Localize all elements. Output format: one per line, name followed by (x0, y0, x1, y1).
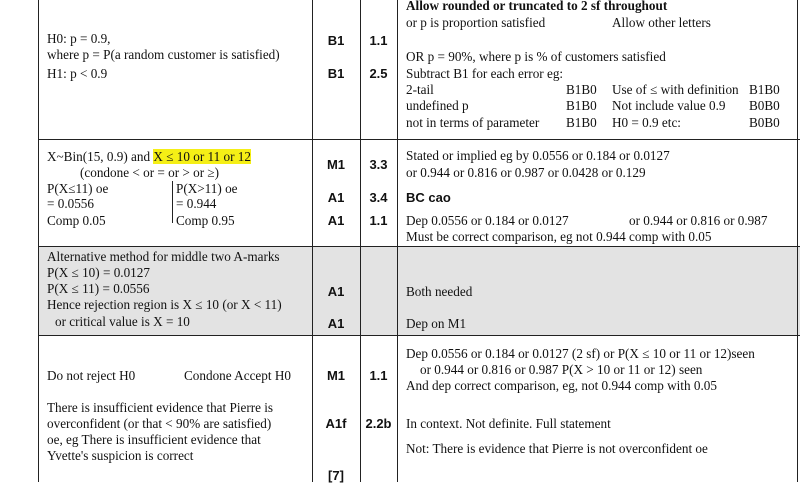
critical-value: or critical value is X = 10 (55, 314, 190, 329)
h0-definition: where p = P(a random customer is satisfied) (47, 47, 280, 62)
distribution-statement (47, 149, 251, 165)
ao-code: 2.2b (365, 416, 392, 431)
guidance-bc-cao: BC cao (406, 190, 451, 205)
ao-code: 1.1 (369, 213, 388, 228)
total-marks: [7] (328, 468, 344, 483)
mark-m1: M1 (326, 368, 346, 383)
guidance-text: Subtract B1 for each error eg: (406, 66, 564, 81)
distribution-prefix: X~Bin(15, 0.9) and (47, 149, 154, 164)
context-line: oe, eg There is insufficient evidence that (47, 432, 261, 447)
alternative-p11: P(X ≤ 11) = 0.0556 (47, 281, 150, 296)
alternative-p10: P(X ≤ 10) = 0.0127 (47, 265, 150, 280)
column-divider (397, 0, 398, 482)
error-right: Not include value 0.9 (612, 98, 726, 113)
context-line: overconfident (or that < 90% are satisfied) (47, 416, 272, 431)
error-right-mark: B1B0 (749, 82, 780, 97)
guidance-text: Stated or implied eg by 0.0556 or 0.184 or 0.0127 (406, 148, 670, 163)
error-right-mark: B0B0 (749, 98, 780, 113)
context-line: There is insufficient evidence that Pierre is (47, 400, 274, 415)
alternative-title: Alternative method for middle two A-marks (47, 249, 280, 264)
mark-a1: A1 (327, 316, 345, 331)
working-divider (172, 181, 173, 223)
rejection-region: Hence rejection region is X ≤ 10 (or X < 11) (47, 297, 282, 312)
guidance-text: Dep 0.0556 or 0.184 or 0.0127 (2 sf) or P(X ≤ 10 or 11 or 12)seen (406, 346, 755, 361)
mark-a1: A1 (327, 284, 345, 299)
upper-tail-prob: P(X>11) oe (176, 181, 238, 196)
error-left: not in terms of parameter (406, 115, 540, 130)
proportion-note: or p is proportion satisfied (406, 15, 546, 30)
context-line: Yvette's suspicion is correct (47, 448, 194, 463)
mark-m1: M1 (326, 157, 346, 172)
guidance-text: Both needed (406, 284, 473, 299)
comparison-right: Comp 0.95 (176, 213, 235, 228)
mark-a1: A1 (327, 190, 345, 205)
error-left-mark: B1B0 (566, 115, 597, 130)
error-right: H0 = 0.9 etc: (612, 115, 681, 130)
condone-note: (condone < or = or > or ≥) (80, 165, 220, 180)
lower-tail-value: = 0.0556 (47, 196, 94, 211)
ao-code: 3.3 (369, 157, 388, 172)
guidance-text: OR p = 90%, where p is % of customers satisfied (406, 49, 666, 64)
error-left-mark: B1B0 (566, 82, 597, 97)
upper-tail-value: = 0.944 (176, 196, 217, 211)
h1-statement: H1: p < 0.9 (47, 66, 108, 81)
row-divider (38, 139, 800, 140)
guidance-text: or 0.944 or 0.816 or 0.987 (629, 213, 768, 228)
guidance-text: Dep on M1 (406, 316, 467, 331)
guidance-text: In context. Not definite. Full statement (406, 416, 611, 431)
row-divider (38, 246, 800, 247)
conclusion-statement: Do not reject H0 (47, 368, 136, 383)
column-divider (797, 0, 798, 482)
row-divider (38, 335, 800, 336)
ao-code: 2.5 (369, 66, 388, 81)
error-right-mark: B0B0 (749, 115, 780, 130)
guidance-text: Must be correct comparison, eg not 0.944 comp with 0.05 (406, 229, 712, 244)
rounding-note: Allow rounded or truncated to 2 sf throughout (406, 0, 668, 13)
error-left-mark: B1B0 (566, 98, 597, 113)
guidance-text: or 0.944 or 0.816 or 0.987 or 0.0428 or 0.129 (406, 165, 646, 180)
error-left: undefined p (406, 98, 469, 113)
mark-b1: B1 (327, 66, 345, 81)
h0-statement: H0: p = 0.9, (47, 31, 111, 46)
comparison-left: Comp 0.05 (47, 213, 106, 228)
letters-note: Allow other letters (612, 15, 711, 30)
column-divider (38, 0, 39, 482)
lower-tail-prob: P(X≤11) oe (47, 181, 109, 196)
highlighted-condition: X ≤ 10 or 11 or 12 (153, 149, 251, 164)
condone-accept: Condone Accept H0 (184, 368, 291, 383)
guidance-text: or 0.944 or 0.816 or 0.987 P(X > 10 or 11 or 12) seen (420, 362, 703, 377)
guidance-text: Dep 0.0556 or 0.184 or 0.0127 (406, 213, 569, 228)
mark-b1: B1 (327, 33, 345, 48)
ao-code: 1.1 (369, 33, 388, 48)
ao-code: 3.4 (369, 190, 388, 205)
mark-a1: A1 (327, 213, 345, 228)
ao-code: 1.1 (369, 368, 388, 383)
guidance-text: And dep correct comparison, eg, not 0.944 comp with 0.05 (406, 378, 717, 393)
guidance-text: Not: There is evidence that Pierre is not overconfident oe (406, 441, 708, 456)
mark-a1f: A1f (325, 416, 347, 431)
error-left: 2-tail (406, 82, 434, 97)
error-right: Use of ≤ with definition (612, 82, 739, 97)
